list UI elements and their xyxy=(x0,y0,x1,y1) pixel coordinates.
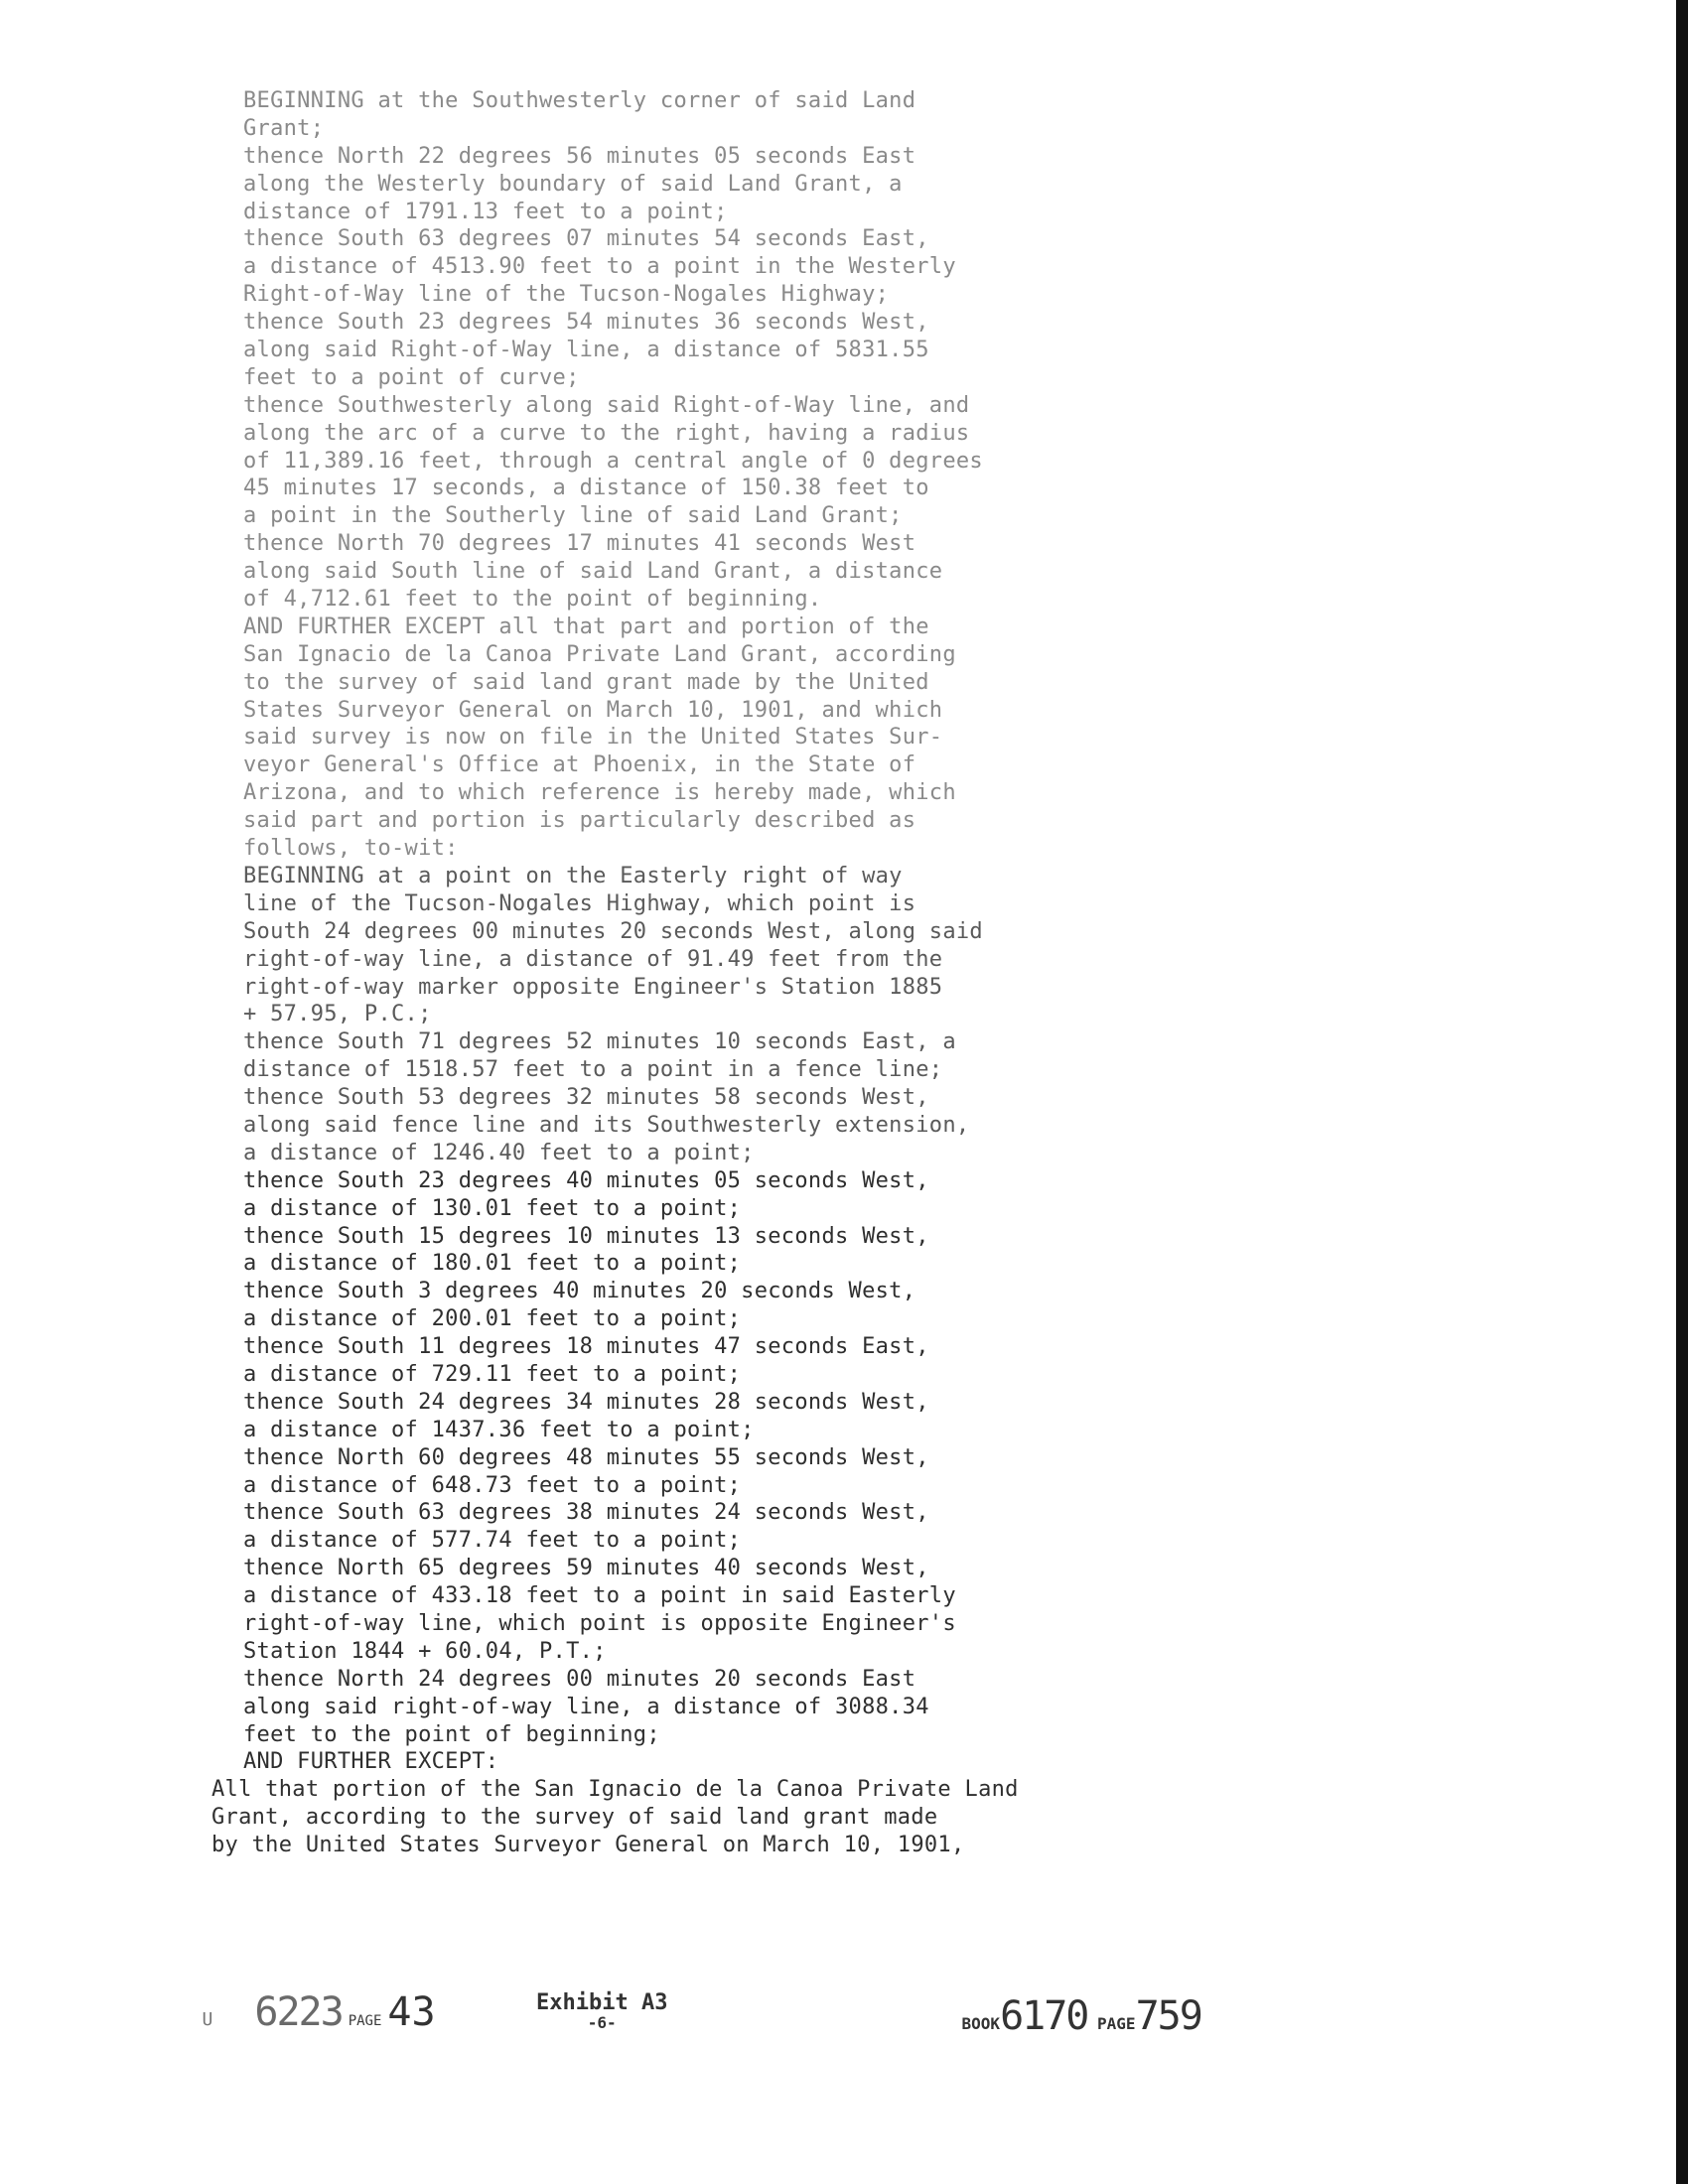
text-line: thence North 70 degrees 17 minutes 41 seconds West xyxy=(243,531,916,557)
text-line: a distance of 433.18 feet to a point in said Easterly xyxy=(243,1583,956,1609)
text-line: along said right-of-way line, a distance of 3088.34 xyxy=(243,1694,929,1719)
text-line: along said fence line and its Southwesterly extension, xyxy=(243,1112,970,1138)
exhibit-label-block xyxy=(536,1990,667,2032)
text-line: feet to the point of beginning; xyxy=(243,1721,660,1747)
document-page-number: -6- xyxy=(587,2013,617,2032)
text-line: Station 1844 + 60.04, P.T.; xyxy=(243,1638,607,1664)
text-line: thence South 53 degrees 32 minutes 58 seconds West, xyxy=(243,1085,929,1111)
exhibit-label: Exhibit A3 xyxy=(536,1990,668,2015)
text-line: + 57.95, P.C.; xyxy=(243,1002,432,1027)
book-number: 6223 xyxy=(254,1989,343,2035)
text-line: of 4,712.61 feet to the point of beginning. xyxy=(243,587,822,613)
text-line: follows, to-wit: xyxy=(243,836,459,862)
text-line: a distance of 1246.40 feet to a point; xyxy=(243,1140,755,1165)
text-line: along said South line of said Land Grant, a distance xyxy=(243,559,943,585)
text-line: thence Southwesterly along said Right-of-Way line, and xyxy=(243,392,970,418)
text-line: a distance of 130.01 feet to a point; xyxy=(243,1195,742,1221)
text-line: thence South 23 degrees 54 minutes 36 seconds West, xyxy=(243,310,929,336)
text-line: BEGINNING at the Southwesterly corner of said Land xyxy=(243,88,916,113)
text-line: distance of 1791.13 feet to a point; xyxy=(243,199,728,224)
page-label: PAGE xyxy=(348,2013,382,2029)
text-line: a distance of 577.74 feet to a point; xyxy=(243,1528,742,1554)
recording-stamp-right xyxy=(923,1975,1201,2058)
text-line: thence South 3 degrees 40 minutes 20 seconds West, xyxy=(243,1279,916,1304)
text-line: 45 minutes 17 seconds, a distance of 150.38 feet to xyxy=(243,476,929,501)
text-line: South 24 degrees 00 minutes 20 seconds West, along said xyxy=(243,918,983,944)
text-line: a distance of 4513.90 feet to a point in the Westerly xyxy=(243,254,956,280)
text-line: thence South 15 degrees 10 minutes 13 seconds West, xyxy=(243,1223,929,1249)
text-line: States Surveyor General on March 10, 1901, and which xyxy=(243,697,943,723)
text-line: right-of-way line, a distance of 91.49 feet from the xyxy=(243,946,943,972)
recording-stamp-left xyxy=(164,1971,436,2054)
text-line: a distance of 200.01 feet to a point; xyxy=(243,1306,742,1332)
book-label: BOOK xyxy=(961,2014,1001,2033)
legal-description xyxy=(211,87,1435,1859)
text-line: a distance of 729.11 feet to a point; xyxy=(243,1361,742,1387)
text-line: Grant, according to the survey of said land grant made xyxy=(211,1805,938,1831)
footer-mark: U xyxy=(202,2009,213,2030)
text-line: a distance of 180.01 feet to a point; xyxy=(243,1251,742,1277)
text-line: thence South 24 degrees 34 minutes 28 seconds West, xyxy=(243,1389,929,1415)
text-line: Arizona, and to which reference is hereby made, which xyxy=(243,780,956,806)
page-number-stamp: 759 xyxy=(1135,1993,1201,2039)
page-footer xyxy=(0,1961,1688,2040)
text-line: feet to a point of curve; xyxy=(243,364,580,390)
text-line: thence South 71 degrees 52 minutes 10 seconds East, a xyxy=(243,1029,956,1055)
text-line: line of the Tucson-Nogales Highway, which point is xyxy=(243,890,916,916)
text-line: veyor General's Office at Phoenix, in the State of xyxy=(243,752,916,778)
text-line: by the United States Surveyor General on March 10, 1901, xyxy=(211,1833,965,1858)
scan-edge-bar xyxy=(1676,0,1688,2184)
text-line: thence North 65 degrees 59 minutes 40 seconds West, xyxy=(243,1556,929,1581)
book-number: 6170 xyxy=(1000,1993,1088,2039)
page-number-stamp: 43 xyxy=(387,1989,436,2035)
text-line: said part and portion is particularly described as xyxy=(243,808,916,834)
text-line: thence North 60 degrees 48 minutes 55 seconds West, xyxy=(243,1444,929,1470)
text-line: thence South 11 degrees 18 minutes 47 seconds East, xyxy=(243,1334,929,1360)
text-line: All that portion of the San Ignacio de la Canoa Private Land xyxy=(211,1777,1019,1803)
text-line: Right-of-Way line of the Tucson-Nogales Highway; xyxy=(243,282,890,308)
text-line: to the survey of said land grant made by the United xyxy=(243,669,929,695)
text-line: San Ignacio de la Canoa Private Land Grant, according xyxy=(243,641,956,667)
text-line: thence South 63 degrees 38 minutes 24 seconds West, xyxy=(243,1500,929,1526)
text-line: thence South 63 degrees 07 minutes 54 seconds East, xyxy=(243,226,929,252)
text-line: along the Westerly boundary of said Land Grant, a xyxy=(243,171,903,197)
text-line: a point in the Southerly line of said Land Grant; xyxy=(243,503,903,529)
text-line: said survey is now on file in the United States Sur- xyxy=(243,725,943,751)
text-line: Grant; xyxy=(243,115,325,141)
text-line: along the arc of a curve to the right, having a radius xyxy=(243,420,970,446)
page-label: PAGE xyxy=(1097,2014,1136,2033)
text-line: right-of-way marker opposite Engineer's Station 1885 xyxy=(243,974,943,1000)
text-line: a distance of 1437.36 feet to a point; xyxy=(243,1417,755,1442)
text-line: right-of-way line, which point is opposite Engineer's xyxy=(243,1610,956,1636)
text-line: distance of 1518.57 feet to a point in a fence line; xyxy=(243,1057,943,1083)
text-line: thence South 23 degrees 40 minutes 05 seconds West, xyxy=(243,1167,929,1193)
text-line: AND FURTHER EXCEPT: xyxy=(243,1749,499,1775)
text-line: thence North 24 degrees 00 minutes 20 seconds East xyxy=(243,1666,916,1692)
text-line: of 11,389.16 feet, through a central angle of 0 degrees xyxy=(243,448,983,474)
text-line: a distance of 648.73 feet to a point; xyxy=(243,1472,742,1498)
text-line: AND FURTHER EXCEPT all that part and portion of the xyxy=(243,614,929,639)
text-line: BEGINNING at a point on the Easterly right of way xyxy=(243,863,903,888)
text-line: thence North 22 degrees 56 minutes 05 seconds East xyxy=(243,143,916,169)
text-line: along said Right-of-Way line, a distance of 5831.55 xyxy=(243,338,929,363)
